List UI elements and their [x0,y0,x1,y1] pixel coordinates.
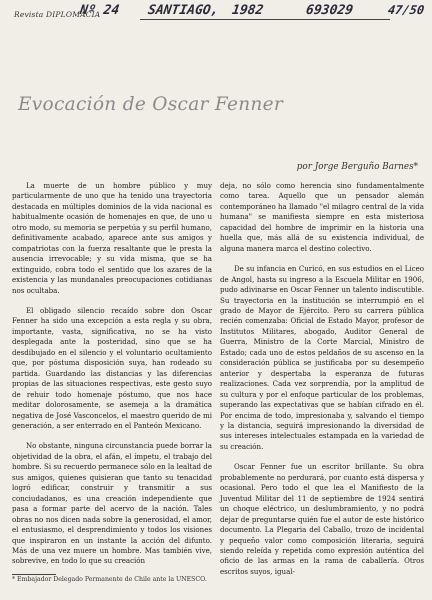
paragraph: deja, no sólo como herencia sino fundamentalmente como tarea. Aquello que un pensador alemán contemporáneo ha llamado "el milagro central de la vida humana" se manifiesta siempre en esta misteriosa capacidad del hombre de imprimir en la historia una huella que, más allá de su existencia individual, de alguna manera marca el destino colectivo. [220,181,424,253]
paragraph: De su infancia en Curicó, en sus estudios en el Liceo de Angol, hasta su ingreso a la Escuela Militar en 1906, pudo adivinarse en Oscar Fenner un talento indiscutible. Su trayectoria en la institución se interrumpió en el grado de Mayor de Ejército. Pero su carrera pública recién comenzaba: Oficial de Estado Mayor, profesor de Institutos Militares, abogado, Auditor General de Guerra, Ministro de la Corte Marcial, Ministro de Estado; cada uno de estos peldaños de su ascenso en la consideración pública se justificaba por su desempeño anterior y despertaba la esperanza de futuras realizaciones. Cada vez sorprendía, por la amplitud de su cultura y por el enfoque particular de los problemas, superando las expectativas que se habían cifrado en él. Por encima de todo, impresionaba y, salvando el tiempo y la distancia, seguirá impresionando la diversidad de sus intereses intelectuales estampada en la variedad de su creación. [220,264,424,451]
paragraph: La muerte de un hombre público y muy particularmente de uno que ha tenido una trayectoria destacada en múltiples dominios de la vida nacional es habitualmente ocasión de homenajes en que, de uno u otro modo, su memoria se perpetúa y su perfil humano, definitivamente acabado, aparece ante sus amigos y compatriotas con la fuerza resaltante que le presta la ausencia irrevocable; y su vida misma, que se ha extinguido, cobra todo el sentido que los azares de la existencia y las mundanales preocupaciones cotidianas nos ocultaba. [12,181,212,295]
article-title: Evocación de Oscar Fenner [18,94,284,115]
paragraph: Oscar Fenner fue un escritor brillante. Su obra probablemente no perdurará, por cuanto está dispersa y ocasional. Pero todo el que lea el Manifiesto de la Juventud Militar del 11 de septiembre de 1924 sentirá un choque eléctrico, un deslumbramiento, y no podrá dejar de preguntarse quién fue el autor de este histórico documento. La Plegaria del Caballo, trozo de incidental y pequeño valor como composición literaria, seguirá siendo releída y repetida como expresión auténtica del oficio de las armas en la rama de caballería. Otros escritos suyos, igual- [220,462,424,576]
handwritten-year: 1982 [230,3,265,18]
paragraph: El obligado silencio recaído sobre don Oscar Fenner ha sido una excepción a esta regla y su obra, importante, vasta, significativa, no se ha visto desplegada ante la posteridad, sino que se ha desdibujado en el silencio y el voluntario ocultamiento que, por póstuma disposición suya, han rodeado su partida. Guardando las distancias y las diferencias propias de las situaciones respectivas, este gesto suyo de rehuir todo homenaje póstumo, que nos hace meditar dolorosamente, se asemeja a la dramática negativa de José Vasconcelos, el maestro querido de mi generación, a ser enterrado en el Panteón Mexicano. [12,305,212,430]
footnote-divider [12,574,56,575]
article-author: por Jorge Berguño Barnes* [296,162,418,172]
handwritten-underline [140,19,390,20]
paragraph: No obstante, ninguna circunstancia puede borrar la objetividad de la obra, el afán, el ímpetu, el trabajo del hombre. Si su recuerdo permanece sólo en la lealtad de sus amigos, quienes quisieran que tanto su tenacidad logró edificar, construir y transmitir a sus conciudadanos, es una creación independiente que pasa a formar parte del acervo de la nación. Tales obras no nos dicen nada sobre la generosidad, el amor, el entusiasmo, el desprendimiento y todos los visiones que inspiraron en un instante la acción del difunto. Más de una vez muere un hombre. Mas también vive, sobrevive, en todo lo que su creación [12,441,212,566]
handwritten-city: SANTIAGO, [146,3,220,18]
handwritten-code: 693029 [304,3,355,18]
left-column [12,181,212,567]
handwritten-page-range: 47/50 [387,3,426,17]
right-column [220,181,424,577]
journal-name: Revista DIPLOMACIA [14,10,101,19]
handwritten-issue: Nº 24 [78,3,121,18]
footnote: * Embajador Delegado Permanente de Chile ante la UNESCO. [12,576,207,583]
